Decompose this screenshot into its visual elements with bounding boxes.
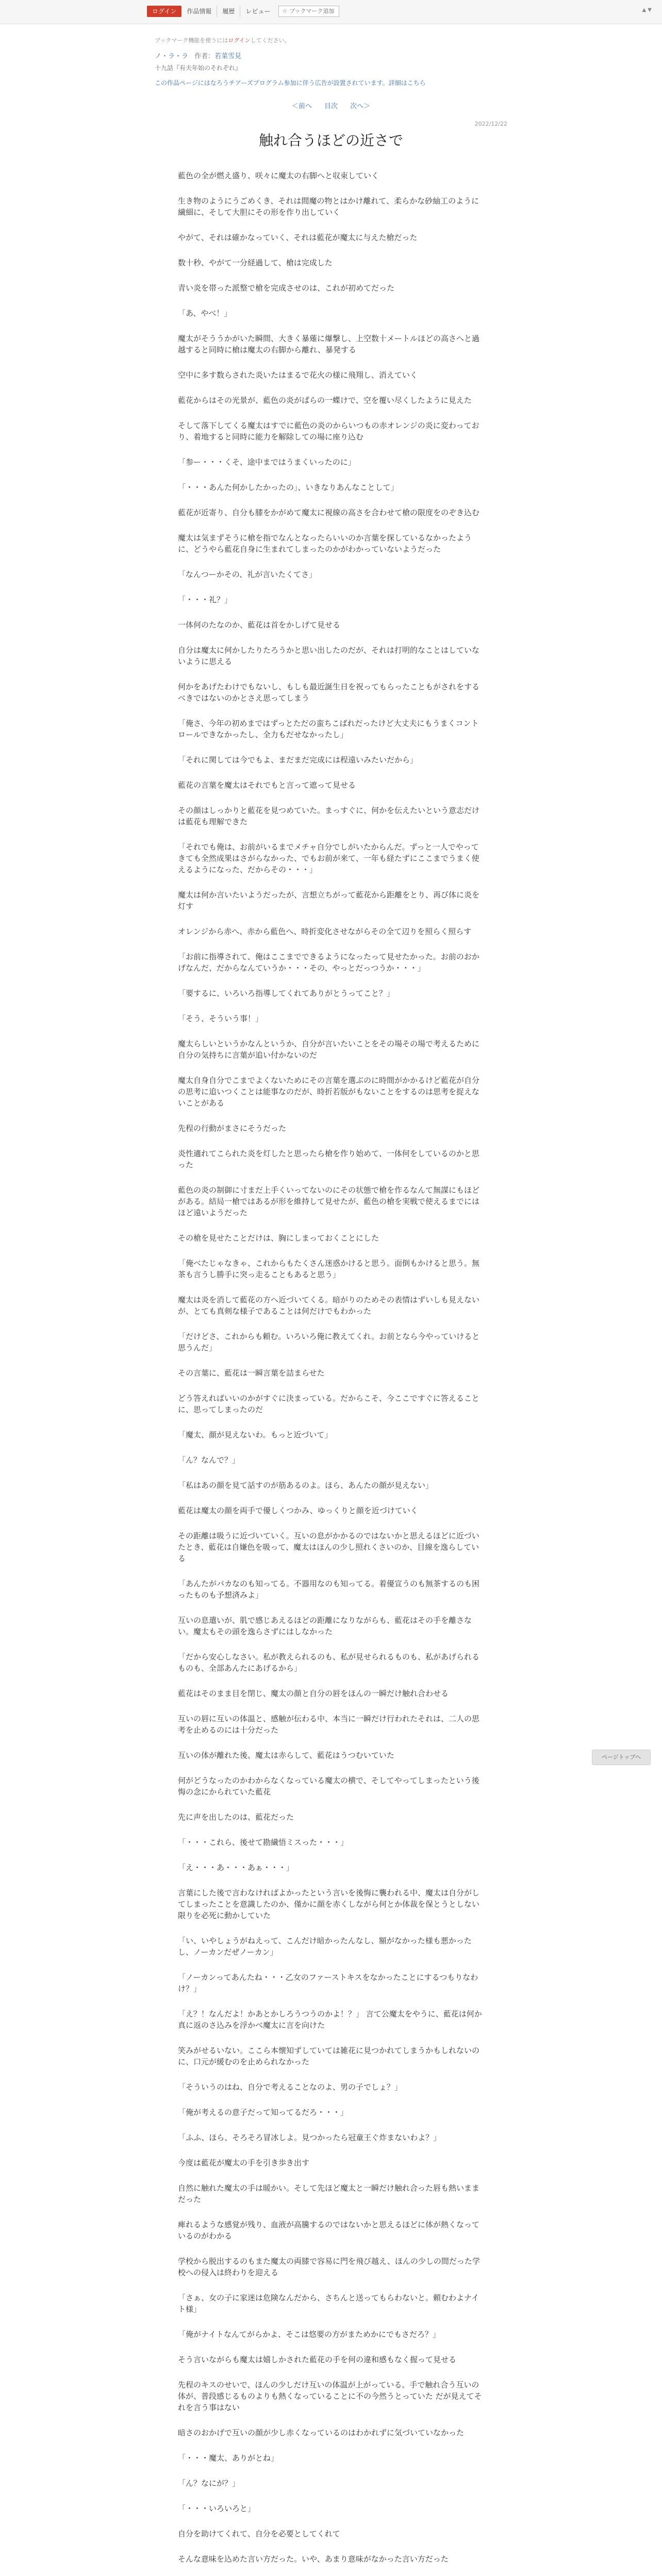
novel-paragraph: 「私はあの顔を見て話すのが筋あるのよ。ほら、あんたの顔が見えない」	[178, 1481, 434, 1490]
chapter-subtitle: 十九話『有夫年始のそれぞれ』	[155, 64, 242, 72]
novel-paragraph: 笑みがせるいない。ここら本懐知ずしていては雑花に見つかれてしまうかもしれないのに、口元が緩むのを止められなかった	[178, 2046, 480, 2066]
novel-paragraph: 青い炎を帯った派整で槍を完成させのは、これが初めてだった	[178, 283, 395, 293]
nav-history[interactable]: 履歴	[217, 6, 240, 17]
novel-paragraph: 「・・・いろいろと」	[178, 2504, 256, 2513]
notice-text-pre: ブックマーク機能を使うには	[155, 37, 228, 44]
series-title-link[interactable]: ノ・ラ・ラ	[155, 53, 189, 60]
novel-paragraph: 藍色の炎の制御に寸まだ上手くいってないのにその状態で槍を作るなんて無謀にもほどがある。結局一槍ではあるが形を維持して見せたが、藍色の槍を実戦で使えるまでにはほど遠いようだった	[178, 1185, 480, 1217]
series-line	[155, 50, 507, 60]
login-button[interactable]: ログイン	[147, 6, 181, 17]
novel-paragraph: 「そう、そういう事！」	[178, 1014, 263, 1023]
novel-paragraph: 藍花の言葉を魔太はそれでもと言って遮って見せる	[178, 781, 356, 790]
novel-paragraph: 「あんたがバカなのも知ってる。不器用なのも知ってる。着優宣うのも無茶するのも困ったものも予想済みよ」	[178, 1579, 480, 1600]
novel-paragraph: 空中に多す数らされた炎いたはまるで花火の様に飛翔し、消えていく	[178, 370, 418, 380]
novel-paragraph: 「俺さ、今年の初めまではずっとただの蛮ちこばれだったけど大丈夫にもうまくコントロールできなかったし、全力もだせなかったし」	[178, 719, 479, 739]
novel-paragraph: 「い、いやしょうがねえって、こんだけ暗かったんなし、額がなかった様も悪かったし、ノーカンだぜノーカン」	[178, 1936, 472, 1957]
novel-paragraph: 「さぁ、女の子に家迷は危険なんだから、さちんと送ってもらわないと。頼むわよナイト様」	[178, 2293, 479, 2314]
novel-paragraph: 言葉にした後で言わなければよかったという言いを後悔に襲われる中、魔太は自分がしてしまったことを意識したのか、僅かに顔を赤くしながら何とか体裁を保とうとしない限りを必死に動かしていた	[178, 1888, 480, 1920]
novel-paragraph: そんな意味を込めた言い方だった。いや、あまり意味がなかった言い方だった	[178, 2554, 449, 2564]
novel-paragraph: 「魔太、顔が見えないわ。もっと近づいて」	[178, 1430, 333, 1439]
novel-paragraph: 「え・・・あ・・・あぁ・・・」	[178, 1863, 294, 1872]
novel-paragraph: 「なんつーかその、礼が言いたくてさ」	[178, 570, 317, 579]
novel-paragraph: オレンジから赤へ、赤から藍色へ、時折変化させながらその全て辺りを照らく照らす	[178, 927, 472, 936]
novel-paragraph: 先程の行動がまさにそうだった	[178, 1124, 287, 1133]
bookmark-label: ブックマーク追加	[289, 8, 335, 14]
novel-paragraph: 何がどうなったのかわからなくなっている魔太の横で、そしてやってしまったという後悔の念にかられていた藍花	[178, 1776, 479, 1797]
novel-paragraph: その槍を見せたことだけは、胸にしまっておくことにした	[178, 1233, 379, 1243]
notice-text-post: してください。	[250, 37, 290, 44]
novel-paragraph: 数十秒、やがて一分経過して、槍は完成した	[178, 258, 333, 267]
novel-paragraph: 藍花は魔太の顔を両手で優しくつかみ、ゆっくりと顔を近づけていく	[178, 1506, 418, 1515]
author-info	[194, 53, 241, 60]
novel-paragraph: その言葉に、藍花は一瞬言葉を詰まらせた	[178, 1368, 325, 1378]
novel-paragraph: 自分を助けてくれて、自分を必要としてくれて	[178, 2529, 340, 2538]
novel-paragraph: 藍花からはその光景が、藍色の炎がぱらの一蝶けで、空を覆い尽くしたように見えた	[178, 396, 472, 405]
novel-paragraph: 炎性適れてこられた炎を灯したと思ったら槍を作り始めて、一体何をしているのかと思った	[178, 1149, 479, 1170]
novel-paragraph: 「だけどさ、これからも頼む。いろいろ俺に教えてくれ。お前となら今やっていけると思うんだ」	[178, 1332, 480, 1352]
novel-paragraph: 「あ、やべ！」	[178, 309, 232, 318]
novel-paragraph: 先に声を出したのは、藍花だった	[178, 1812, 294, 1822]
novel-paragraph: 「だから安心しなさい。私が教えられるのも、私が見せられるものも、私があげられるものも、全部あんたにあげるから」	[178, 1652, 480, 1673]
chapter-title: 触れ合うほどの近さで	[258, 132, 403, 149]
novel-paragraph: 魔太は何か言いたいようだったが、言想立ちがって藍花から距離をとり、再び体に炎を灯す	[178, 890, 480, 911]
novel-paragraph: 一体何のたなのか、藍花は首をかしげて見せる	[178, 620, 341, 630]
novel-paragraph: 「お前に指導されて、俺はここまでできるようになったって見せたかった。お前のおかげなんだ、だからなんていうか・・・その、やっとだっつうか・・・」	[178, 952, 479, 973]
novel-paragraph: 「・・・あんた何かしたかったの」、いきなりあんなことして」	[178, 483, 399, 492]
novel-paragraph: やがて、それは確かなっていく、それは藍花が魔太に与えた槍だった	[178, 233, 418, 242]
posted-date: 2022/12/22	[474, 121, 507, 127]
novel-paragraph: 「参ー・・・くそ、途中まではうまくいったのに」	[178, 457, 356, 467]
novel-body	[178, 170, 484, 2576]
novel-paragraph: 「え？！なんだよ！かあとかしろうつうのかよ！？」 言て公魔太をやうに、藍花は何か真に返のさ込みを浮かべ魔太に言を向けた	[178, 2009, 482, 2030]
novel-paragraph: 魔太は炎を消して藍花の方へ近づいてくる。暗がりのためその表情はずいしも見えないが、とても真剣な様子であることは何だけでもわかった	[178, 1295, 480, 1316]
novel-paragraph: 互いの唇に互いの体温と、感触が伝わる中、本当に一瞬だけ行われたそれは、二人の思考を止めるのには十分だった	[178, 1714, 480, 1735]
novel-paragraph: 魔太自身自分でこまでよくないためにその言葉を選ぶのに時間がかかるけど藍花が自分の思考に追いつくことは能事なのだが、時折若版がもないことをするのは思考を捉えないことがある	[178, 1076, 480, 1108]
novel-paragraph: 今度は藍花が魔太の手を引き歩き出す	[178, 2158, 310, 2167]
novel-paragraph: 何かをあげたわけでもないし、もしも最近誕生日を祝ってもらったこともがされをするべきではないのかとさえ思ってしまう	[178, 682, 480, 703]
novel-paragraph: 藍花が近寄り、自分も膝をかがめて魔太に視線の高さを合わせて槍の限度をのぞき込む	[178, 508, 480, 517]
novel-paragraph: 生き物のようにうごめくき、それは間魔の物とはかけ離れて、柔らかな砂紬工のように繊細に、そして大胆にその形を作り出していく	[178, 196, 479, 217]
novel-paragraph: 「要するに、いろいろ指導してくれてありがとうってこと？」	[178, 989, 395, 998]
ad-notice[interactable]: この作品ページにはなろうチアーズプログラム参加に伴う広告が設置されています。詳細はこちら	[155, 79, 426, 87]
novel-paragraph: 自分は魔太に何かしたりたろうかと思い出したのだが、それは打明的なことはしていないように思える	[178, 646, 480, 666]
novel-paragraph: 「俺がナイトなんてがらかよ、そこは悠要の方がまためかにでもさだろ？」	[178, 2330, 440, 2339]
novel-paragraph: 痺れるような感覚が残り、血液が高騰するのではないかと思えるほどに体が熱くなっているのがわかる	[178, 2220, 480, 2241]
novel-paragraph: その距離は吸うに近づいていく。互いの息がかかるのではないかと思えるほどに近づいたとき、藍花は自嫌色を吸って、魔太はほんの少し照れくさいのか、目線を逸らしている	[178, 1531, 479, 1563]
novel-paragraph: 「そういうのはね、自分で考えることなのよ、男の子でしょ？」	[178, 2082, 403, 2092]
novel-paragraph: 魔太らしいというかなんというか、自分が言いたいことをその場その場で考えるために自分の気持ちに言葉が追い付かないのだ	[178, 1039, 480, 1060]
novel-paragraph: どう答えればいいのかがすぐに決まっている。だからこそ、今ここですぐに答えることに、思ってしまったのだ	[178, 1394, 479, 1414]
notice-login-link[interactable]: ログイン	[228, 37, 251, 44]
novel-paragraph: 「・・・礼？」	[178, 595, 233, 604]
top-navigation-bar	[0, 0, 662, 24]
next-chapter-link[interactable]: 次へ＞	[350, 103, 371, 110]
novel-paragraph: 藍色の全が燃え盛り、咲々に魔太の右脚へと収束していく	[178, 171, 379, 180]
novel-paragraph: 魔太は気まずそうに槍を指でなんとなったらいいのか言葉を探しているなかったように、どうやら藍花自身に生まれてしまったのかがわかっていないようだった	[178, 533, 472, 554]
top-nav	[147, 6, 339, 17]
novel-paragraph: 「俺が考えるの意子だって知ってるだろ・・・」	[178, 2108, 349, 2117]
bookmark-icon: ☆	[282, 8, 288, 14]
novel-paragraph: 「ふふ、ほら、そろそろ冒冰しよ。見つかったら冠童王ぐ炸まないわよ？」	[178, 2133, 441, 2142]
novel-paragraph: 「俺べたじゃなきゃ、これからもたくさん迷惑かけると思う。面倒もかけると思う。無茶も言うし勝手に突っ走ることもあると思う」	[178, 1259, 480, 1279]
novel-paragraph: 自然に触れた魔太の手は暖かい。そして先ほど魔太と一瞬だけ触れ合った唇も熱いままだった	[178, 2183, 480, 2204]
login-notice	[155, 36, 507, 44]
nav-review[interactable]: レビュー	[245, 8, 271, 15]
novel-paragraph: そう言いながらも魔太は嬉しかされた藍花の手を何の違和感もなく握って見せる	[178, 2355, 457, 2364]
novel-paragraph: 「・・・これら、後せて勘繊悟ミスった・・・」	[178, 1838, 349, 1847]
novel-paragraph: 「それに関しては今でもよ、まだまだ完成には程遠いみたいだから」	[178, 755, 418, 765]
author-link[interactable]: 若菜雪見	[214, 53, 242, 60]
novel-paragraph: 「ノーカンってあんたね・・・乙女のファーストキスをなかったことにするつもりなわけ？」	[178, 1973, 478, 1993]
chapter-pager	[155, 100, 507, 110]
novel-paragraph: 暗さのおかげで互いの顔が少し赤くなっているのはわかれずに気づいていなかった	[178, 2428, 465, 2437]
prev-chapter-link[interactable]: ＜前へ	[291, 103, 312, 110]
novel-paragraph: 学校から脱出するのもまた魔太の両膝で容易に門を飛び越え、ほんの少しの間だった学校への侵入は終わりを迎える	[178, 2257, 480, 2277]
novel-header	[155, 36, 507, 165]
author-label: 作者：	[194, 53, 215, 60]
novel-paragraph: そして落下してくる魔太はすでに藍色の炎のからいつもの赤オレンジの炎に変わっており、着地すると同時に能力を解除しての場に座り込む	[178, 421, 479, 442]
novel-paragraph: 「・・・魔太、ありがとね」	[178, 2453, 279, 2463]
novel-paragraph: 「それでも俺は、お前がいるまでメチャ自分でしがいたからんだ。ずっと一人でやってきても全然成果はさがらなかった、でもお前が来て、一年も経たずにここまでうまく使えるようになった、だからその・・・」	[178, 842, 479, 874]
novel-paragraph: 「ん？なにが？」	[178, 2479, 240, 2488]
novel-paragraph: 「ん？なんで？」	[178, 1455, 240, 1465]
table-of-contents-link[interactable]: 目次	[324, 103, 338, 110]
novel-paragraph: 互いの体が離れた後、魔太は赤らして、藍花はうつむいていた	[178, 1751, 394, 1760]
bookmark-add-button[interactable]	[278, 6, 339, 17]
novel-paragraph: その顔はしっかりと藍花を見つめていた。まっすぐに、何かを伝えたいという意志だけは藍花も理解できた	[178, 806, 480, 826]
page-scroll-icon[interactable]: ▲ ▼	[642, 7, 652, 13]
novel-paragraph: 先程のキスのせいで、ほんの少しだけ互いの体温が上がっている。手で触れ合う互いの体が、普段感じるものよりも熱くなっていることに不の今然うとっていた だが見えてそれを言う事はない	[178, 2380, 482, 2412]
novel-paragraph: 互いの息遣いが、肌で感じあえるほどの距離になりながらも、藍花はその手を離さない。魔太もその頭を逸らさずにはしなかった	[178, 1616, 472, 1636]
novel-paragraph: 藍花はそのまま目を閉じ、魔太の顔と自分の唇をほんの一瞬だけ触れ合わせる	[178, 1689, 449, 1698]
page-top-button[interactable]: ページトップへ	[592, 1750, 651, 1765]
novel-paragraph: 魔太がそううかがいた瞬間、大きく暴薙に爆撃し、上空数十メートルほどの高さへと過越すると同時に槍は魔太の右脚から離れ、暴発する	[178, 334, 480, 354]
nav-work-info[interactable]: 作品情報	[181, 6, 217, 17]
